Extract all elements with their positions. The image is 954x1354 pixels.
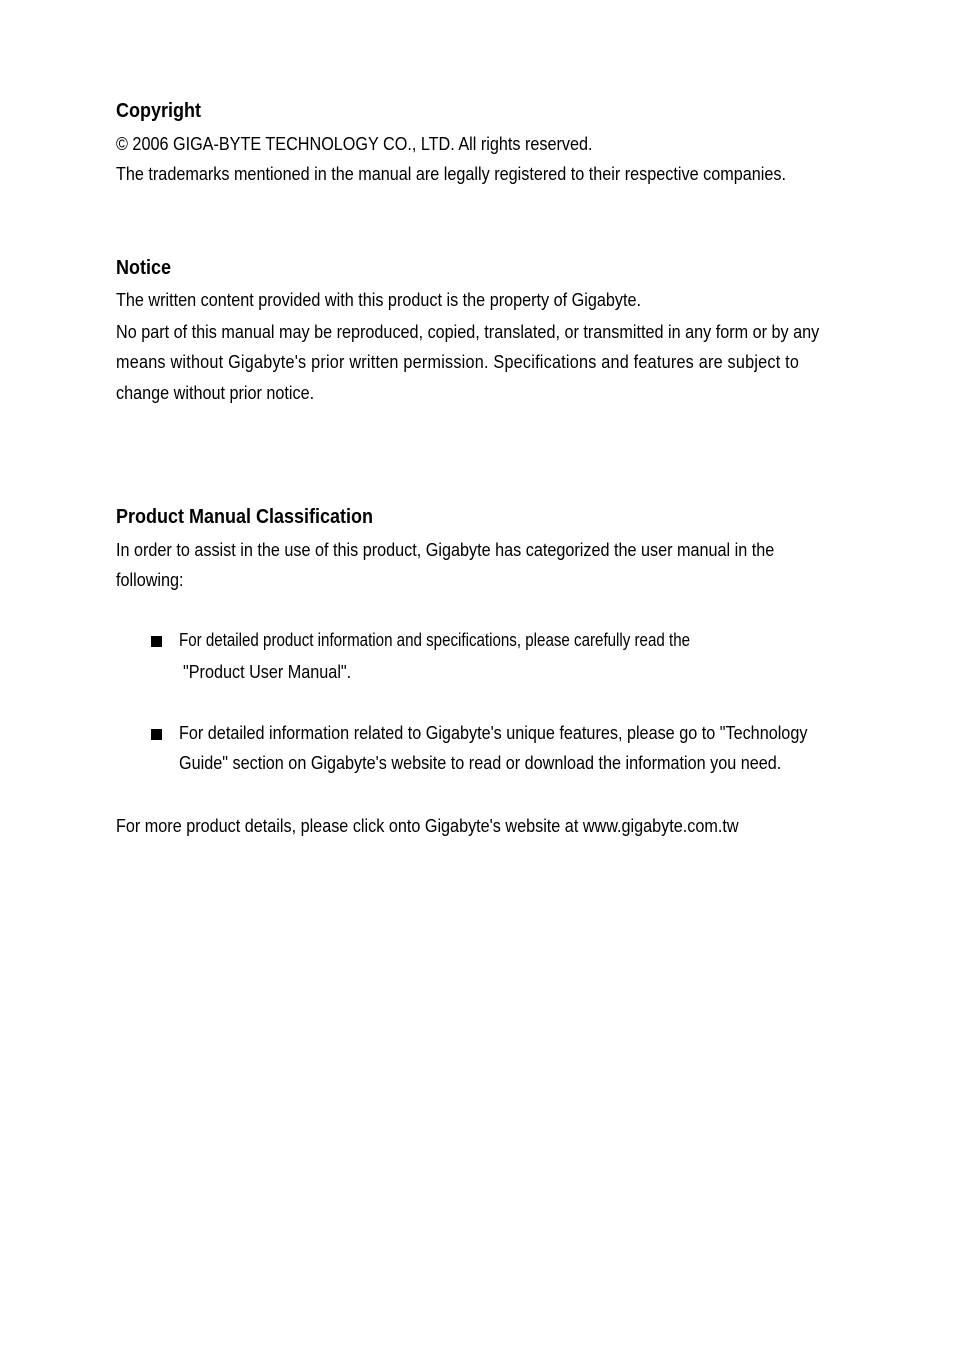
copyright-line: © 2006 GIGA-BYTE TECHNOLOGY CO., LTD. All rights reserved. <box>116 134 593 154</box>
bullet-1-line-1: For detailed product information and specifications, please carefully read the <box>179 630 691 650</box>
classification-intro-line-1: In order to assist in the use of this product, Gigabyte has categorized the user manual in the <box>116 540 775 560</box>
copyright-heading: Copyright <box>116 100 201 122</box>
notice-line-1: The written content provided with this product is the property of Gigabyte. <box>116 290 641 310</box>
website-footer-line: For more product details, please click onto Gigabyte's website at www.gigabyte.com.tw <box>116 816 739 836</box>
bullet-2-line-1: For detailed information related to Gigabyte's unique features, please go to "Technology <box>179 723 808 743</box>
square-bullet-icon <box>151 636 162 647</box>
bullet-1-line-2: "Product User Manual". <box>183 662 352 682</box>
notice-line-3: means without Gigabyte's prior written permission. Specifications and features are subject to <box>116 352 800 372</box>
manual-page <box>116 0 840 1354</box>
notice-line-4: change without prior notice. <box>116 383 315 403</box>
bullet-2-line-2: Guide" section on Gigabyte's website to read or download the information you need. <box>179 753 782 773</box>
classification-intro-line-2: following: <box>116 570 184 590</box>
trademark-line: The trademarks mentioned in the manual are legally registered to their respective companies. <box>116 164 786 184</box>
square-bullet-icon <box>151 729 162 740</box>
classification-heading: Product Manual Classification <box>116 506 374 528</box>
notice-line-2: No part of this manual may be reproduced, copied, translated, or transmitted in any form or by any <box>116 322 820 342</box>
notice-heading: Notice <box>116 257 172 279</box>
